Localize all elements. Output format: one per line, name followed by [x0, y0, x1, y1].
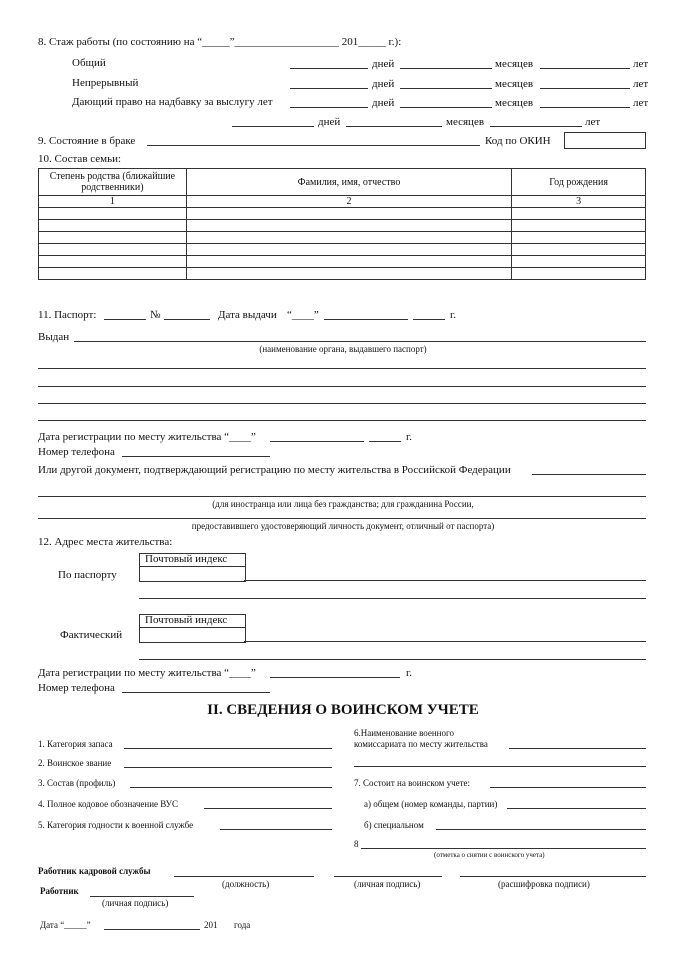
registered-field[interactable] [490, 787, 646, 788]
issue-date-label: Дата выдачи [218, 309, 277, 321]
s8-extra-years-field[interactable] [490, 126, 582, 127]
issue-g-label: г. [450, 309, 457, 321]
decoding-caption: (расшифровка подписи) [498, 879, 590, 889]
issuer-caption: (наименование органа, выдавшего паспорт) [259, 344, 427, 354]
s8-days-label: дней [372, 58, 395, 70]
s8-cont-months-field[interactable] [400, 88, 492, 89]
s8-row-bonus: Дающий право на надбавку за выслугу лет [72, 96, 273, 108]
col-num-3: 3 [512, 196, 646, 208]
s8-years-label: лет [633, 97, 649, 109]
phone-field-2[interactable] [122, 692, 270, 693]
vus-code-label: 4. Полное кодовое обозначение ВУС [38, 799, 178, 809]
fitness-category-field[interactable] [220, 829, 332, 830]
employee-signature-field[interactable] [90, 896, 194, 897]
commissariat-label-1: 6.Наименование военного [354, 728, 454, 738]
issue-month-field[interactable] [324, 319, 408, 320]
s8-years-label: лет [633, 78, 649, 90]
hr-decoding-field[interactable] [460, 876, 646, 877]
special-register-label: б) специальном [364, 820, 424, 830]
s8-years-label: лет [633, 58, 649, 70]
s8-cont-years-field[interactable] [540, 88, 630, 89]
col-num-1: 1 [39, 196, 187, 208]
other-doc-line-3[interactable] [38, 518, 646, 519]
col-name-header: Фамилия, имя, отчество [186, 169, 511, 196]
s8-cont-days-field[interactable] [290, 88, 368, 89]
okin-code-box[interactable] [564, 132, 646, 149]
other-doc-label: Или другой документ, подтверждающий регистрацию по месту жительства в Российской Федерации [38, 464, 511, 476]
personal-sig-caption: (личная подпись) [354, 879, 421, 889]
registered-label: 7. Состоит на воинском учете: [354, 778, 471, 788]
okin-label: Код по ОКИН [485, 135, 551, 147]
passport-series-field[interactable] [104, 319, 146, 320]
general-register-field[interactable] [507, 808, 646, 809]
issue-day-field[interactable]: “____” [287, 309, 319, 321]
phone-label-2: Номер телефона [38, 682, 115, 694]
date-label: Дата “_____” [40, 920, 91, 930]
passport-label: 11. Паспорт: [38, 309, 97, 321]
reg-date-label-2: Дата регистрации по месту жительства “____” [38, 667, 256, 679]
reg-g-label-2: г. [406, 667, 413, 679]
issued-by-line-2[interactable] [38, 368, 646, 369]
col-year-header: Год рождения [512, 169, 646, 196]
fitness-category-label: 5. Категория годности к военной службе [38, 820, 194, 830]
issued-by-line-4[interactable] [38, 403, 646, 404]
s8-bonus-months-field[interactable] [400, 107, 492, 108]
vus-code-field[interactable] [204, 808, 332, 809]
reg-month-field[interactable] [270, 441, 364, 442]
s8-row-continuous: Непрерывный [72, 77, 139, 89]
deregistration-caption: (отметка о снятии с воинского учета) [434, 851, 545, 859]
other-doc-caption-1: (для иностранца или лица без гражданства; для гражданина России, [212, 499, 474, 509]
deregistration-number: 8 [354, 839, 359, 849]
passport-address-field[interactable] [244, 580, 646, 581]
actual-label: Фактический [60, 629, 123, 641]
military-rank-field[interactable] [124, 767, 332, 768]
issued-by-line-5[interactable] [38, 420, 646, 421]
hr-position-field[interactable] [174, 876, 314, 877]
passport-address-line-2[interactable] [139, 598, 646, 599]
date-year-word: года [234, 920, 251, 930]
s8-extra-days-field[interactable] [232, 126, 314, 127]
commissariat-line-2[interactable] [354, 766, 646, 767]
postcode-label: Почтовый индекс [145, 614, 228, 626]
employee-label: Работник [40, 886, 79, 896]
passport-no-label: № [150, 309, 161, 321]
col-relation-header: Степень родства (ближайшие родственники) [39, 169, 187, 196]
s8-row-total: Общий [72, 57, 106, 69]
table-row [39, 220, 646, 232]
other-doc-caption-2: предоставившего удостоверяющий личность документ, отличный от паспорта) [191, 521, 495, 531]
phone-label: Номер телефона [38, 446, 115, 458]
table-row [39, 232, 646, 244]
position-caption: (должность) [222, 879, 270, 889]
marital-status-field[interactable] [147, 145, 480, 146]
family-table [38, 168, 646, 280]
passport-number-field[interactable] [164, 319, 210, 320]
general-register-label: а) общем (номер команды, партии) [364, 799, 498, 809]
s8-months-label: месяцев [495, 78, 534, 90]
hr-worker-label: Работник кадровой службы [38, 866, 151, 876]
s8-months-label: месяцев [495, 58, 534, 70]
s8-bonus-years-field[interactable] [540, 107, 630, 108]
s8-title: 8. Стаж работы (по состоянию на “_____”___________________ 201_____ г.): [38, 36, 402, 48]
col-num-2: 2 [186, 196, 511, 208]
table-row [39, 208, 646, 220]
s8-months-label: месяцев [446, 116, 485, 128]
s12-label: 12. Адрес места жительства: [38, 536, 173, 548]
section2-heading: II. СВЕДЕНИЯ О ВОИНСКОМ УЧЕТЕ [207, 702, 479, 718]
other-doc-line-2[interactable] [38, 496, 646, 497]
military-rank-label: 2. Воинское звание [38, 758, 112, 768]
family-table-numbers [39, 196, 646, 208]
table-row [39, 256, 646, 268]
date-year-label: 201 [204, 920, 218, 930]
composition-label: 3. Состав (профиль) [38, 778, 116, 788]
s8-bonus-days-field[interactable] [290, 107, 368, 108]
by-passport-label: По паспорту [58, 569, 117, 581]
hr-signature-field[interactable] [334, 876, 442, 877]
s8-years-label: лет [585, 116, 601, 128]
issued-by-line-3[interactable] [38, 386, 646, 387]
commissariat-field[interactable] [509, 748, 646, 749]
s8-extra-months-field[interactable] [346, 126, 442, 127]
table-row [39, 268, 646, 280]
s9-label: 9. Состояние в браке [38, 135, 136, 147]
other-doc-field[interactable] [532, 474, 646, 475]
s8-days-label: дней [372, 78, 395, 90]
reg-year-field[interactable] [369, 441, 401, 442]
employee-sig-caption: (личная подпись) [102, 898, 169, 908]
phone-field[interactable] [122, 456, 270, 457]
postcode-label: Почтовый индекс [145, 553, 228, 565]
date-month-field[interactable] [104, 929, 200, 930]
commissariat-label-2: комиссариата по месту жительства [354, 739, 488, 749]
actual-address-line-2[interactable] [139, 659, 646, 660]
deregistration-field[interactable] [361, 848, 646, 849]
s10-label: 10. Состав семьи: [38, 153, 122, 165]
reg-g-label: г. [406, 431, 413, 443]
table-row [39, 244, 646, 256]
reg-month-field-2[interactable] [270, 677, 400, 678]
s8-days-label: дней [318, 116, 341, 128]
reserve-category-label: 1. Категория запаса [38, 739, 113, 749]
reg-date-label: Дата регистрации по месту жительства “____” [38, 431, 256, 443]
issued-by-label: Выдан [38, 331, 70, 343]
issue-year-field[interactable] [413, 319, 445, 320]
composition-field[interactable] [130, 787, 332, 788]
s8-total-years-field[interactable] [540, 68, 630, 69]
family-table-header [39, 169, 646, 196]
s8-days-label: дней [372, 97, 395, 109]
s8-total-months-field[interactable] [400, 68, 492, 69]
s8-total-days-field[interactable] [290, 68, 368, 69]
issued-by-field[interactable] [74, 341, 646, 342]
special-register-field[interactable] [436, 829, 646, 830]
s8-months-label: месяцев [495, 97, 534, 109]
actual-address-field[interactable] [244, 641, 646, 642]
reserve-category-field[interactable] [124, 748, 332, 749]
